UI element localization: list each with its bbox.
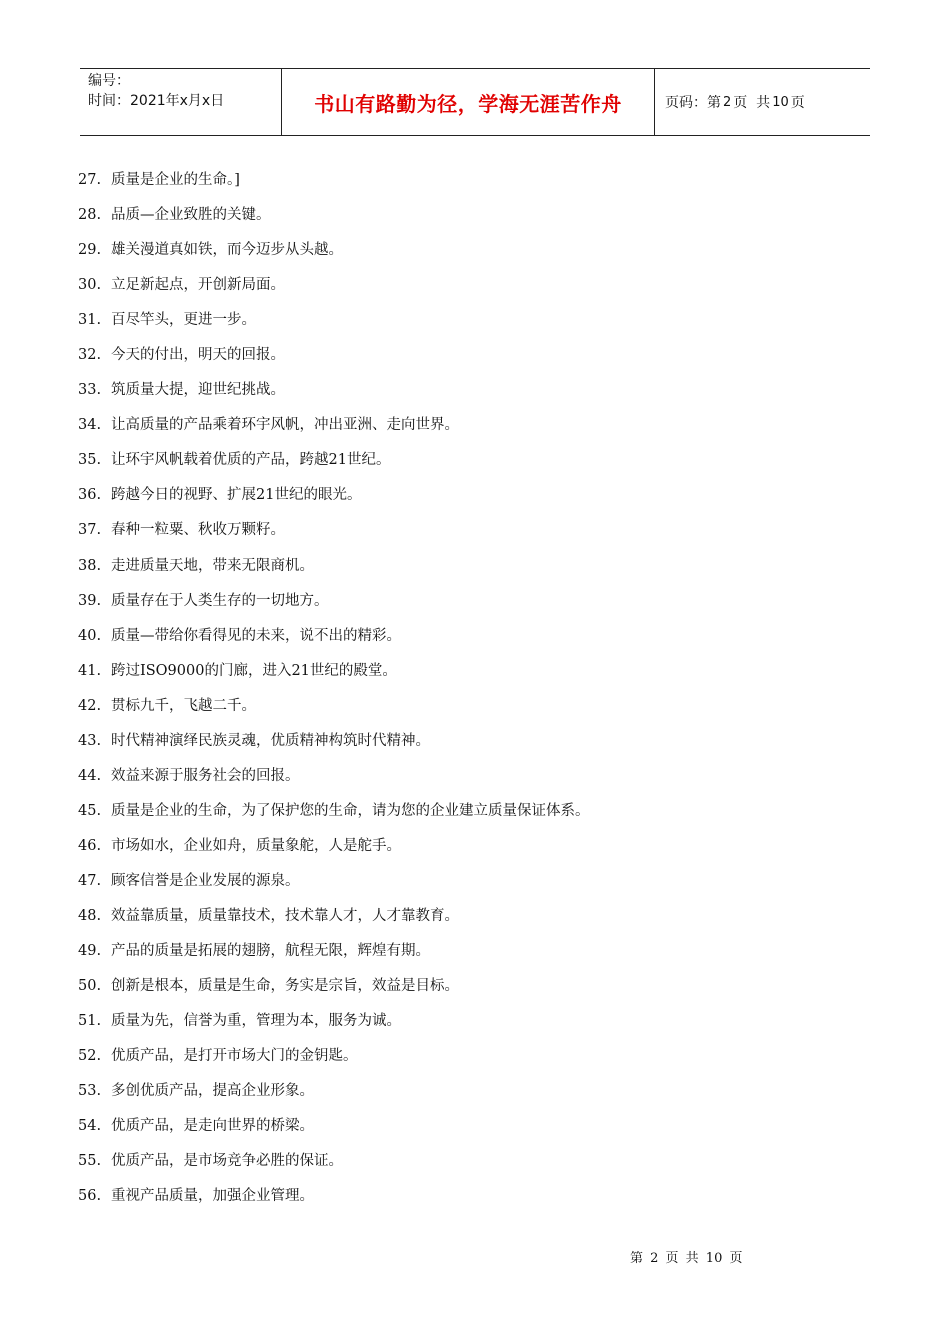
header-meta bbox=[80, 69, 282, 135]
item-text: 跨越今日的视野、扩展21世纪的眼光。 bbox=[111, 487, 362, 504]
list-item bbox=[78, 549, 590, 584]
list-item bbox=[78, 864, 590, 899]
item-number: 53. bbox=[78, 1083, 102, 1100]
item-text: 让高质量的产品乘着环宇风帆，冲出亚洲、走向世界。 bbox=[111, 417, 459, 434]
item-number: 47. bbox=[78, 872, 102, 889]
item-number: 29. bbox=[78, 242, 102, 259]
item-text: 雄关漫道真如铁，而今迈步从头越。 bbox=[111, 242, 343, 259]
item-number: 41. bbox=[78, 662, 102, 679]
item-text: 质量为先，信誉为重，管理为本，服务为诚。 bbox=[111, 1013, 401, 1030]
item-number: 44. bbox=[78, 767, 102, 784]
item-number: 32. bbox=[78, 347, 102, 364]
item-text: 百尽竿头，更进一步。 bbox=[111, 312, 256, 329]
page-footer: 第 2 页 共 10 页 bbox=[630, 1251, 743, 1266]
page-current: 2 bbox=[723, 94, 732, 110]
list-item bbox=[78, 373, 590, 408]
item-number: 55. bbox=[78, 1153, 102, 1170]
list-item bbox=[78, 233, 590, 268]
item-number: 46. bbox=[78, 837, 102, 854]
item-number: 40. bbox=[78, 627, 102, 644]
item-number: 52. bbox=[78, 1048, 102, 1065]
item-text: 产品的质量是拓展的翅膀，航程无限，辉煌有期。 bbox=[111, 943, 430, 960]
item-number: 50. bbox=[78, 978, 102, 995]
item-text: 质量存在于人类生存的一切地方。 bbox=[111, 592, 329, 609]
item-number: 28. bbox=[78, 207, 102, 224]
item-text: 重视产品质量，加强企业管理。 bbox=[111, 1188, 314, 1205]
item-text: 品质—企业致胜的关键。 bbox=[111, 207, 271, 224]
item-text: 让环宇风帆载着优质的产品，跨越21世纪。 bbox=[111, 452, 391, 469]
header-page-info bbox=[655, 69, 870, 135]
item-text: 走进质量天地，带来无限商机。 bbox=[111, 557, 314, 574]
list-item bbox=[78, 1179, 590, 1214]
item-text: 优质产品，是打开市场大门的金钥匙。 bbox=[111, 1048, 358, 1065]
list-item bbox=[78, 794, 590, 829]
list-item bbox=[78, 1109, 590, 1144]
list-item bbox=[78, 408, 590, 443]
item-text: 效益来源于服务社会的回报。 bbox=[111, 767, 300, 784]
date-label: 时间：2021年x月x日 bbox=[88, 93, 225, 109]
list-item bbox=[78, 584, 590, 619]
list-item bbox=[78, 303, 590, 338]
item-number: 38. bbox=[78, 557, 102, 574]
list-item bbox=[78, 513, 590, 548]
list-item bbox=[78, 654, 590, 689]
list-item bbox=[78, 478, 590, 513]
item-text: 效益靠质量，质量靠技术，技术靠人才，人才靠教育。 bbox=[111, 907, 459, 924]
number-label: 编号： bbox=[88, 73, 130, 89]
item-number: 56. bbox=[78, 1188, 102, 1205]
item-text: 时代精神演绎民族灵魂，优质精神构筑时代精神。 bbox=[111, 732, 430, 749]
item-number: 42. bbox=[78, 697, 102, 714]
item-text: 质量是企业的生命，为了保护您的生命，请为您的企业建立质量保证体系。 bbox=[111, 802, 590, 819]
list-item bbox=[78, 338, 590, 373]
list-item bbox=[78, 899, 590, 934]
item-number: 51. bbox=[78, 1013, 102, 1030]
list-item bbox=[78, 829, 590, 864]
item-number: 43. bbox=[78, 732, 102, 749]
list-item bbox=[78, 724, 590, 759]
list-item bbox=[78, 198, 590, 233]
item-number: 31. bbox=[78, 312, 102, 329]
item-text: 创新是根本，质量是生命，务实是宗旨，效益是目标。 bbox=[111, 978, 459, 995]
slogan-list bbox=[78, 163, 590, 1214]
page-mid: 页 共 bbox=[733, 95, 771, 111]
motto: 书山有路勤为径，学海无涯苦作舟 bbox=[314, 91, 622, 116]
item-text: 贯标九千，飞越二千。 bbox=[111, 697, 256, 714]
item-number: 48. bbox=[78, 907, 102, 924]
item-text: 多创优质产品，提高企业形象。 bbox=[111, 1083, 314, 1100]
item-text: 春种一粒粟、秋收万颗籽。 bbox=[111, 522, 285, 539]
item-number: 27. bbox=[78, 172, 102, 188]
list-item bbox=[78, 268, 590, 303]
item-number: 45. bbox=[78, 802, 102, 819]
document-header bbox=[80, 68, 870, 136]
list-item bbox=[78, 934, 590, 969]
list-item bbox=[78, 1074, 590, 1109]
item-number: 36. bbox=[78, 487, 102, 504]
list-item bbox=[78, 619, 590, 654]
list-item bbox=[78, 1144, 590, 1179]
item-number: 39. bbox=[78, 592, 102, 609]
list-item bbox=[78, 443, 590, 478]
item-number: 30. bbox=[78, 277, 102, 294]
item-number: 37. bbox=[78, 522, 102, 539]
list-item bbox=[78, 969, 590, 1004]
page-suffix: 页 bbox=[790, 95, 805, 111]
page-total: 10 bbox=[772, 94, 789, 110]
item-number: 49. bbox=[78, 943, 102, 960]
item-number: 35. bbox=[78, 452, 102, 469]
item-text: 质量—带给你看得见的未来，说不出的精彩。 bbox=[111, 627, 401, 644]
list-item bbox=[78, 759, 590, 794]
item-text: 筑质量大提，迎世纪挑战。 bbox=[111, 382, 285, 399]
item-text: 顾客信誉是企业发展的源泉。 bbox=[111, 872, 300, 889]
item-text: 质量是企业的生命。] bbox=[111, 172, 240, 188]
item-text: 优质产品，是走向世界的桥梁。 bbox=[111, 1118, 314, 1135]
list-item bbox=[78, 163, 590, 198]
page-prefix: 页码：第 bbox=[665, 95, 721, 111]
item-text: 立足新起点，开创新局面。 bbox=[111, 277, 285, 294]
list-item bbox=[78, 1004, 590, 1039]
item-number: 34. bbox=[78, 417, 102, 434]
list-item bbox=[78, 1039, 590, 1074]
item-text: 今天的付出，明天的回报。 bbox=[111, 347, 285, 364]
item-text: 跨过ISO9000的门廊，进入21世纪的殿堂。 bbox=[111, 662, 397, 679]
list-item bbox=[78, 689, 590, 724]
item-text: 优质产品，是市场竞争必胜的保证。 bbox=[111, 1153, 343, 1170]
item-text: 市场如水，企业如舟，质量象舵，人是舵手。 bbox=[111, 837, 401, 854]
item-number: 33. bbox=[78, 382, 102, 399]
header-motto-cell bbox=[282, 69, 655, 135]
item-number: 54. bbox=[78, 1118, 102, 1135]
